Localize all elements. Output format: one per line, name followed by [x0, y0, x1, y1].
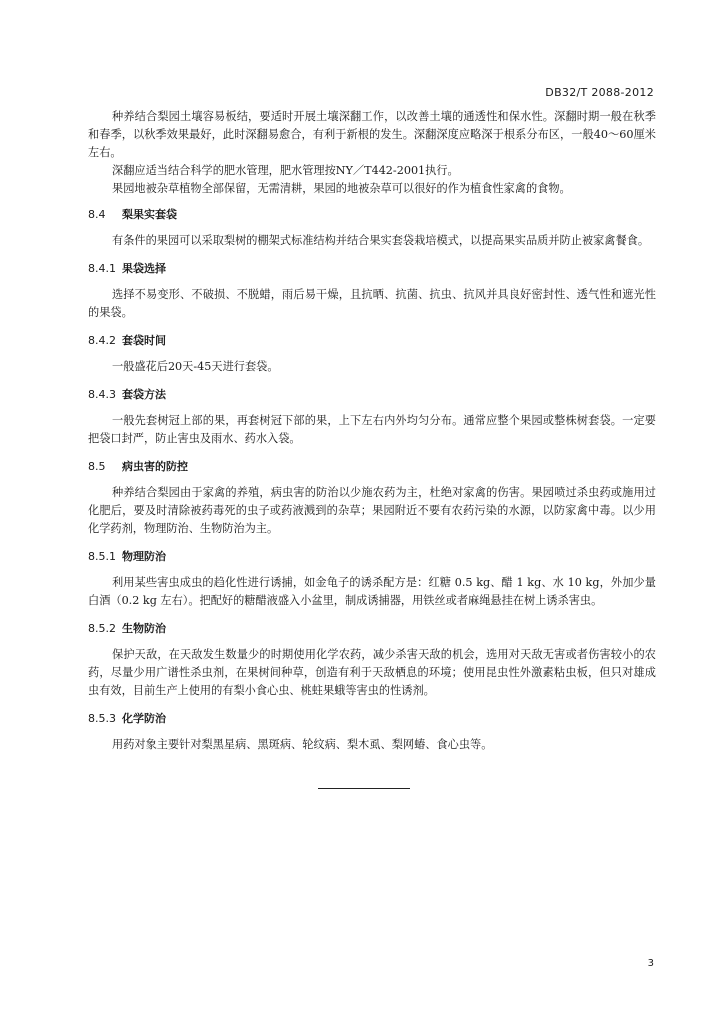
section-text-8-4-3: 一般先套树冠上部的果，再套树冠下部的果，上下左右内外均匀分布。通常应整个果园或整株树套袋。一定要把袋口封严，防止害虫及雨水、药水入袋。 [88, 414, 656, 445]
section-number: 8.5.2 [88, 622, 116, 635]
section-number: 8.5 [88, 460, 106, 473]
section-title: 梨果实套袋 [122, 208, 177, 221]
section-number: 8.4.1 [88, 262, 116, 275]
document-code: DB32/T 2088-2012 [545, 86, 654, 99]
section-title: 物理防治 [122, 550, 166, 563]
section-title: 化学防治 [122, 712, 166, 725]
section-number: 8.4.2 [88, 334, 116, 347]
section-heading-8-4-1 [88, 260, 656, 278]
section-heading-8-4-2 [88, 332, 656, 350]
section-heading-8-5-1 [88, 548, 656, 566]
section-title: 生物防治 [122, 622, 166, 635]
section-text-8-4: 有条件的果园可以采取梨树的棚架式标准结构并结合果实套袋栽培模式，以提高果实品质并防止被家禽餐食。 [112, 234, 650, 247]
section-text-8-4-1: 选择不易变形、不破损、不脱蜡，雨后易干燥，且抗晒、抗菌、抗虫、抗风并具良好密封性、透气性和遮光性的果袋。 [88, 288, 656, 319]
section-title: 套袋时间 [122, 334, 166, 347]
paragraph-ground-weeds: 果园地被杂草植物全部保留，无需清耕，果园的地被杂草可以很好的作为植食性家禽的食物。 [112, 182, 571, 195]
section-title: 病虫害的防控 [122, 460, 188, 473]
page-number: 3 [647, 958, 654, 969]
section-heading-8-4-3 [88, 386, 656, 404]
paragraph-soil-deep-tillage: 种养结合梨园土壤容易板结，要适时开展土壤深翻工作，以改善土壤的通透性和保水性。深翻时期一般在秋季和春季，以秋季效果最好，此时深翻易愈合，有利于新根的发生。深翻深度应略深于根系分布区，一般40～60厘米左右。 [88, 110, 656, 159]
section-text-8-4-2: 一般盛花后20天-45天进行套袋。 [112, 360, 279, 373]
section-number: 8.5.3 [88, 712, 116, 725]
section-number: 8.4 [88, 208, 106, 221]
section-number: 8.4.3 [88, 388, 116, 401]
document-body [88, 108, 656, 754]
section-heading-8-4 [88, 206, 656, 224]
section-heading-8-5 [88, 458, 656, 476]
section-title: 果袋选择 [122, 262, 166, 275]
paragraph-fertilizer-water: 深翻应适当结合科学的肥水管理，肥水管理按NY／T442-2001执行。 [112, 164, 459, 177]
section-number: 8.5.1 [88, 550, 116, 563]
section-text-8-5-3: 用药对象主要针对梨黑星病、黑斑病、轮纹病、梨木虱、梨网蝽、食心虫等。 [112, 738, 493, 751]
section-heading-8-5-2 [88, 620, 656, 638]
end-rule [318, 788, 410, 789]
section-text-8-5: 种养结合梨园由于家禽的养殖，病虫害的防治以少施农药为主，杜绝对家禽的伤害。果园喷过杀虫药或施用过化肥后，要及时清除被药毒死的虫子或药液溅到的杂草；果园附近不要有农药污染的水源，以防家禽中毒。以少用化学药剂，物理防治、生物防治为主。 [88, 486, 656, 535]
section-text-8-5-2: 保护天敌，在天敌发生数量少的时期使用化学农药，减少杀害天敌的机会，选用对天敌无害或者伤害较小的农药，尽量少用广谱性杀虫剂，在果树间种草，创造有利于天敌栖息的环境；使用昆虫性外激素粘虫板，但只对雄成虫有效，目前生产上使用的有梨小食心虫、桃蛀果蛾等害虫的性诱剂。 [88, 648, 656, 697]
section-heading-8-5-3 [88, 710, 656, 728]
section-title: 套袋方法 [122, 388, 166, 401]
section-text-8-5-1: 利用某些害虫成虫的趋化性进行诱捕，如金龟子的诱杀配方是：红糖 0.5 kg、醋 1 kg、水 10 kg，外加少量白酒（0.2 kg 左右）。把配好的糖醋液盛入小盆里，制成诱捕器，用铁丝或者麻绳悬挂在树上诱杀害虫。 [88, 576, 656, 607]
